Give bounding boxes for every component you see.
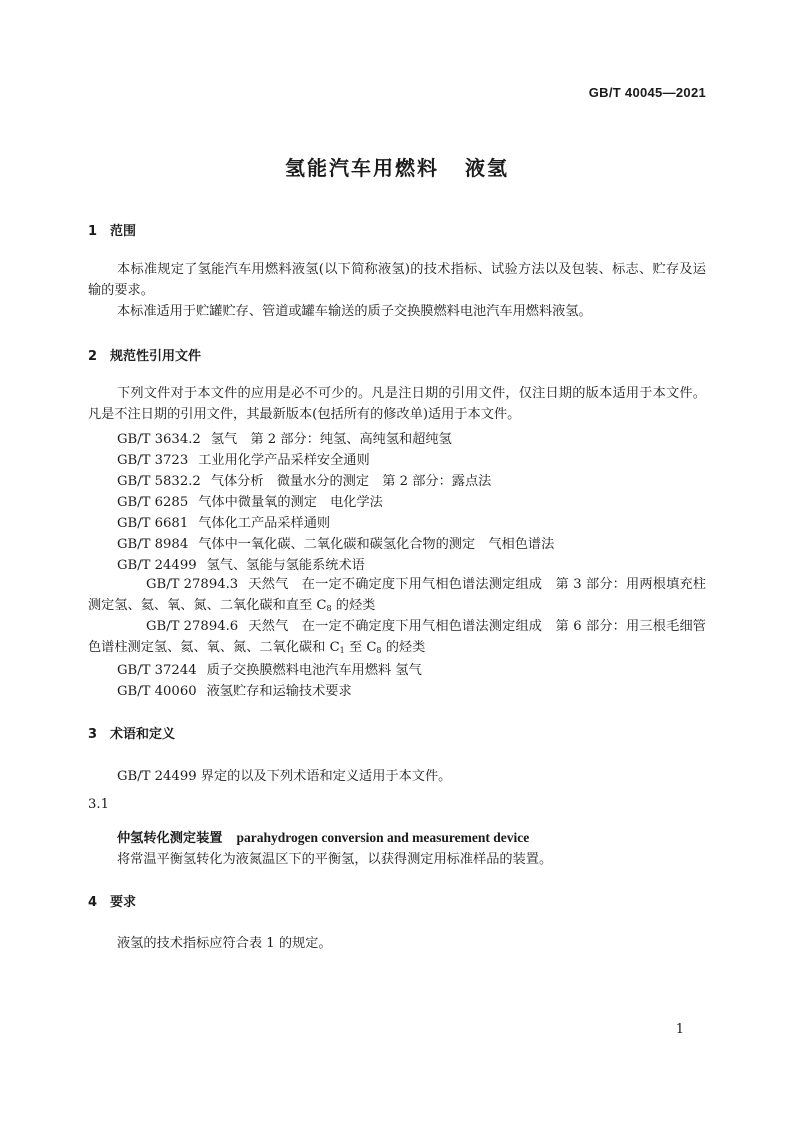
section-4-heading: 4 要求 <box>88 895 137 910</box>
reference-item: GB/T 37244 质子交换膜燃料电池汽车用燃料 氢气 <box>117 663 422 678</box>
page-number: 1 <box>675 1022 684 1037</box>
reference-item: GB/T 24499 氢气、氢能与氢能系统术语 <box>117 558 365 573</box>
term-chinese: 仲氢转化测定装置 <box>117 831 223 846</box>
section-4-paragraph: 液氢的技术指标应符合表 1 的规定。 <box>117 936 332 951</box>
title-part2: 液氢 <box>465 156 509 180</box>
reference-item: GB/T 27894.6 天然气 在一定不确定度下用气相色谱法测定组成 第 6 部分：用三根毛细管色谱柱测定氢、氦、氧、氮、二氧化碳和 $C_1$ 至 $C_8$ 的烃类 <box>88 619 706 655</box>
term-english: parahydrogen conversion and measurement device <box>236 830 530 845</box>
term-heading <box>117 827 529 846</box>
section-1-paragraph-2: 本标准适用于贮罐贮存、管道或罐车输送的质子交换膜燃料电池汽车用燃料液氢。 <box>117 304 592 319</box>
reference-item: GB/T 40060 液氢贮存和运输技术要求 <box>117 684 352 699</box>
section-2-intro: 下列文件对于本文件的应用是必不可少的。凡是注日期的引用文件，仅注日期的版本适用于本文件。凡是不注日期的引用文件，其最新版本(包括所有的修改单)适用于本文件。 <box>88 386 706 422</box>
title-part1: 氢能汽车用燃料 <box>285 156 439 180</box>
clause-number: 3.1 <box>88 797 109 812</box>
reference-item: GB/T 6285 气体中微量氧的测定 电化学法 <box>117 495 383 510</box>
standard-number: GB/T 40045—2021 <box>588 85 706 100</box>
reference-item: GB/T 3723 工业用化学产品采样安全通则 <box>117 453 370 468</box>
section-1-paragraph-1: 本标准规定了氢能汽车用燃料液氢(以下简称液氢)的技术指标、试验方法以及包装、标志、贮存及运输的要求。 <box>88 262 706 298</box>
reference-item: GB/T 6681 气体化工产品采样通则 <box>117 516 331 531</box>
reference-item: GB/T 3634.2 氢气 第 2 部分：纯氢、高纯氢和超纯氢 <box>117 432 452 447</box>
section-1-heading: 1 范围 <box>88 224 137 239</box>
section-3-heading: 3 术语和定义 <box>88 727 176 742</box>
reference-item: GB/T 27894.3 天然气 在一定不确定度下用气相色谱法测定组成 第 3 部分：用两根填充柱测定氢、氦、氧、氮、二氧化碳和直至 $C_8$ 的烃类 <box>88 577 706 613</box>
document-title <box>0 152 794 181</box>
reference-item: GB/T 5832.2 气体分析 微量水分的测定 第 2 部分：露点法 <box>117 474 492 489</box>
section-3-intro: GB/T 24499 界定的以及下列术语和定义适用于本文件。 <box>117 769 452 784</box>
term-definition: 将常温平衡氢转化为液氮温区下的平衡氢，以获得测定用标准样品的装置。 <box>117 852 553 867</box>
section-2-heading: 2 规范性引用文件 <box>88 349 202 364</box>
reference-item: GB/T 8984 气体中一氧化碳、二氧化碳和碳氢化合物的测定 气相色谱法 <box>117 537 555 552</box>
